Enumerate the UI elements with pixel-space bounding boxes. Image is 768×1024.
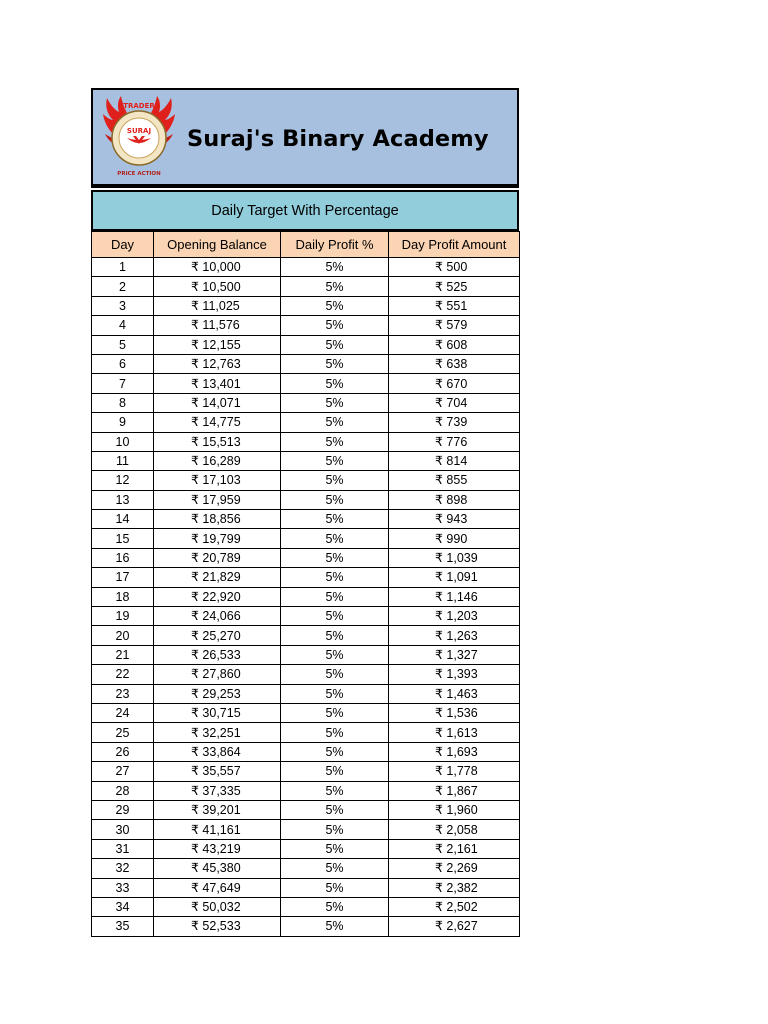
day-profit-amount-cell: ₹ 2,269 bbox=[389, 859, 520, 878]
table-row bbox=[92, 859, 520, 878]
opening-balance-cell: ₹ 11,576 bbox=[154, 316, 281, 335]
table-row bbox=[92, 800, 520, 819]
academy-logo-icon bbox=[97, 92, 181, 184]
day-profit-amount-cell: ₹ 638 bbox=[389, 354, 520, 373]
daily-profit-percent-cell: 5% bbox=[281, 413, 389, 432]
day-cell: 5 bbox=[92, 335, 154, 354]
day-cell: 2 bbox=[92, 277, 154, 296]
day-profit-amount-cell: ₹ 500 bbox=[389, 258, 520, 277]
daily-profit-percent-cell: 5% bbox=[281, 820, 389, 839]
day-profit-amount-cell: ₹ 2,627 bbox=[389, 917, 520, 936]
opening-balance-cell: ₹ 12,763 bbox=[154, 354, 281, 373]
opening-balance-cell: ₹ 32,251 bbox=[154, 723, 281, 742]
day-cell: 29 bbox=[92, 800, 154, 819]
day-profit-amount-cell: ₹ 1,146 bbox=[389, 587, 520, 606]
table-row bbox=[92, 762, 520, 781]
table-row bbox=[92, 839, 520, 858]
daily-profit-percent-cell: 5% bbox=[281, 626, 389, 645]
daily-profit-percent-cell: 5% bbox=[281, 374, 389, 393]
day-cell: 1 bbox=[92, 258, 154, 277]
opening-balance-cell: ₹ 12,155 bbox=[154, 335, 281, 354]
daily-profit-percent-cell: 5% bbox=[281, 665, 389, 684]
column-header-opening-balance: Opening Balance bbox=[154, 232, 281, 258]
table-body bbox=[92, 258, 520, 937]
day-cell: 6 bbox=[92, 354, 154, 373]
header-row bbox=[92, 232, 520, 258]
opening-balance-cell: ₹ 37,335 bbox=[154, 781, 281, 800]
logo-bottom-text: PRICE ACTION bbox=[117, 171, 161, 177]
day-cell: 19 bbox=[92, 607, 154, 626]
opening-balance-cell: ₹ 14,775 bbox=[154, 413, 281, 432]
day-cell: 25 bbox=[92, 723, 154, 742]
daily-profit-percent-cell: 5% bbox=[281, 568, 389, 587]
day-profit-amount-cell: ₹ 704 bbox=[389, 393, 520, 412]
daily-profit-percent-cell: 5% bbox=[281, 471, 389, 490]
day-profit-amount-cell: ₹ 2,382 bbox=[389, 878, 520, 897]
day-profit-amount-cell: ₹ 1,867 bbox=[389, 781, 520, 800]
day-cell: 26 bbox=[92, 742, 154, 761]
day-cell: 4 bbox=[92, 316, 154, 335]
daily-profit-percent-cell: 5% bbox=[281, 316, 389, 335]
day-profit-amount-cell: ₹ 670 bbox=[389, 374, 520, 393]
table-row bbox=[92, 626, 520, 645]
day-cell: 28 bbox=[92, 781, 154, 800]
day-profit-amount-cell: ₹ 1,463 bbox=[389, 684, 520, 703]
day-profit-amount-cell: ₹ 1,693 bbox=[389, 742, 520, 761]
day-cell: 17 bbox=[92, 568, 154, 587]
daily-profit-percent-cell: 5% bbox=[281, 548, 389, 567]
table-row bbox=[92, 393, 520, 412]
daily-profit-percent-cell: 5% bbox=[281, 703, 389, 722]
table-row bbox=[92, 258, 520, 277]
day-cell: 15 bbox=[92, 529, 154, 548]
day-cell: 11 bbox=[92, 451, 154, 470]
day-profit-amount-cell: ₹ 898 bbox=[389, 490, 520, 509]
logo-center-text: SURAJ bbox=[126, 127, 152, 135]
table-row bbox=[92, 296, 520, 315]
daily-profit-percent-cell: 5% bbox=[281, 917, 389, 936]
day-cell: 3 bbox=[92, 296, 154, 315]
opening-balance-cell: ₹ 18,856 bbox=[154, 510, 281, 529]
table-row bbox=[92, 432, 520, 451]
day-cell: 23 bbox=[92, 684, 154, 703]
day-profit-amount-cell: ₹ 2,058 bbox=[389, 820, 520, 839]
table-row bbox=[92, 510, 520, 529]
day-profit-amount-cell: ₹ 2,161 bbox=[389, 839, 520, 858]
day-profit-amount-cell: ₹ 1,778 bbox=[389, 762, 520, 781]
table-row bbox=[92, 665, 520, 684]
opening-balance-cell: ₹ 26,533 bbox=[154, 645, 281, 664]
table-row bbox=[92, 897, 520, 916]
daily-profit-percent-cell: 5% bbox=[281, 781, 389, 800]
opening-balance-cell: ₹ 27,860 bbox=[154, 665, 281, 684]
day-profit-amount-cell: ₹ 776 bbox=[389, 432, 520, 451]
daily-profit-percent-cell: 5% bbox=[281, 723, 389, 742]
spreadsheet-page bbox=[91, 88, 519, 937]
day-cell: 21 bbox=[92, 645, 154, 664]
day-profit-amount-cell: ₹ 1,203 bbox=[389, 607, 520, 626]
daily-profit-percent-cell: 5% bbox=[281, 859, 389, 878]
opening-balance-cell: ₹ 29,253 bbox=[154, 684, 281, 703]
table-row bbox=[92, 548, 520, 567]
day-profit-amount-cell: ₹ 1,960 bbox=[389, 800, 520, 819]
opening-balance-cell: ₹ 45,380 bbox=[154, 859, 281, 878]
day-cell: 30 bbox=[92, 820, 154, 839]
table-row bbox=[92, 878, 520, 897]
table-row bbox=[92, 529, 520, 548]
opening-balance-cell: ₹ 21,829 bbox=[154, 568, 281, 587]
opening-balance-cell: ₹ 33,864 bbox=[154, 742, 281, 761]
opening-balance-cell: ₹ 41,161 bbox=[154, 820, 281, 839]
day-profit-amount-cell: ₹ 551 bbox=[389, 296, 520, 315]
daily-profit-percent-cell: 5% bbox=[281, 529, 389, 548]
day-cell: 31 bbox=[92, 839, 154, 858]
table-row bbox=[92, 568, 520, 587]
daily-profit-percent-cell: 5% bbox=[281, 878, 389, 897]
daily-profit-percent-cell: 5% bbox=[281, 258, 389, 277]
opening-balance-cell: ₹ 52,533 bbox=[154, 917, 281, 936]
opening-balance-cell: ₹ 16,289 bbox=[154, 451, 281, 470]
opening-balance-cell: ₹ 11,025 bbox=[154, 296, 281, 315]
daily-target-table bbox=[91, 231, 520, 937]
day-profit-amount-cell: ₹ 1,039 bbox=[389, 548, 520, 567]
opening-balance-cell: ₹ 24,066 bbox=[154, 607, 281, 626]
day-cell: 20 bbox=[92, 626, 154, 645]
day-cell: 9 bbox=[92, 413, 154, 432]
day-profit-amount-cell: ₹ 1,536 bbox=[389, 703, 520, 722]
day-cell: 24 bbox=[92, 703, 154, 722]
daily-profit-percent-cell: 5% bbox=[281, 490, 389, 509]
day-cell: 32 bbox=[92, 859, 154, 878]
day-cell: 10 bbox=[92, 432, 154, 451]
opening-balance-cell: ₹ 17,959 bbox=[154, 490, 281, 509]
opening-balance-cell: ₹ 14,071 bbox=[154, 393, 281, 412]
day-profit-amount-cell: ₹ 943 bbox=[389, 510, 520, 529]
table-row bbox=[92, 917, 520, 936]
opening-balance-cell: ₹ 39,201 bbox=[154, 800, 281, 819]
daily-profit-percent-cell: 5% bbox=[281, 510, 389, 529]
opening-balance-cell: ₹ 17,103 bbox=[154, 471, 281, 490]
daily-profit-percent-cell: 5% bbox=[281, 296, 389, 315]
day-profit-amount-cell: ₹ 608 bbox=[389, 335, 520, 354]
daily-profit-percent-cell: 5% bbox=[281, 354, 389, 373]
opening-balance-cell: ₹ 13,401 bbox=[154, 374, 281, 393]
opening-balance-cell: ₹ 10,500 bbox=[154, 277, 281, 296]
opening-balance-cell: ₹ 25,270 bbox=[154, 626, 281, 645]
academy-title: Suraj's Binary Academy bbox=[187, 126, 489, 152]
day-profit-amount-cell: ₹ 1,393 bbox=[389, 665, 520, 684]
table-row bbox=[92, 742, 520, 761]
daily-profit-percent-cell: 5% bbox=[281, 451, 389, 470]
table-row bbox=[92, 374, 520, 393]
table-row bbox=[92, 277, 520, 296]
opening-balance-cell: ₹ 47,649 bbox=[154, 878, 281, 897]
day-cell: 35 bbox=[92, 917, 154, 936]
opening-balance-cell: ₹ 50,032 bbox=[154, 897, 281, 916]
table-row bbox=[92, 684, 520, 703]
table-row bbox=[92, 781, 520, 800]
opening-balance-cell: ₹ 10,000 bbox=[154, 258, 281, 277]
table-row bbox=[92, 335, 520, 354]
table-row bbox=[92, 490, 520, 509]
day-cell: 16 bbox=[92, 548, 154, 567]
day-profit-amount-cell: ₹ 579 bbox=[389, 316, 520, 335]
table-row bbox=[92, 587, 520, 606]
opening-balance-cell: ₹ 15,513 bbox=[154, 432, 281, 451]
daily-profit-percent-cell: 5% bbox=[281, 800, 389, 819]
table-row bbox=[92, 451, 520, 470]
day-cell: 33 bbox=[92, 878, 154, 897]
table-row bbox=[92, 413, 520, 432]
column-header-day-profit-amount: Day Profit Amount bbox=[389, 232, 520, 258]
day-cell: 7 bbox=[92, 374, 154, 393]
daily-profit-percent-cell: 5% bbox=[281, 587, 389, 606]
opening-balance-cell: ₹ 20,789 bbox=[154, 548, 281, 567]
day-profit-amount-cell: ₹ 814 bbox=[389, 451, 520, 470]
day-profit-amount-cell: ₹ 739 bbox=[389, 413, 520, 432]
day-profit-amount-cell: ₹ 855 bbox=[389, 471, 520, 490]
day-profit-amount-cell: ₹ 2,502 bbox=[389, 897, 520, 916]
day-profit-amount-cell: ₹ 1,091 bbox=[389, 568, 520, 587]
table-subtitle: Daily Target With Percentage bbox=[91, 190, 519, 231]
daily-profit-percent-cell: 5% bbox=[281, 762, 389, 781]
daily-profit-percent-cell: 5% bbox=[281, 742, 389, 761]
daily-profit-percent-cell: 5% bbox=[281, 607, 389, 626]
table-row bbox=[92, 723, 520, 742]
daily-profit-percent-cell: 5% bbox=[281, 335, 389, 354]
day-cell: 18 bbox=[92, 587, 154, 606]
opening-balance-cell: ₹ 35,557 bbox=[154, 762, 281, 781]
daily-profit-percent-cell: 5% bbox=[281, 393, 389, 412]
daily-profit-percent-cell: 5% bbox=[281, 277, 389, 296]
logo-top-text: TRADER bbox=[123, 102, 155, 110]
opening-balance-cell: ₹ 22,920 bbox=[154, 587, 281, 606]
day-profit-amount-cell: ₹ 525 bbox=[389, 277, 520, 296]
table-row bbox=[92, 820, 520, 839]
opening-balance-cell: ₹ 19,799 bbox=[154, 529, 281, 548]
daily-profit-percent-cell: 5% bbox=[281, 684, 389, 703]
day-cell: 14 bbox=[92, 510, 154, 529]
opening-balance-cell: ₹ 30,715 bbox=[154, 703, 281, 722]
day-cell: 34 bbox=[92, 897, 154, 916]
daily-profit-percent-cell: 5% bbox=[281, 897, 389, 916]
table-row bbox=[92, 471, 520, 490]
day-cell: 8 bbox=[92, 393, 154, 412]
table-row bbox=[92, 354, 520, 373]
header-banner bbox=[91, 88, 519, 188]
day-cell: 13 bbox=[92, 490, 154, 509]
day-profit-amount-cell: ₹ 1,263 bbox=[389, 626, 520, 645]
opening-balance-cell: ₹ 43,219 bbox=[154, 839, 281, 858]
day-cell: 22 bbox=[92, 665, 154, 684]
day-cell: 12 bbox=[92, 471, 154, 490]
daily-profit-percent-cell: 5% bbox=[281, 839, 389, 858]
day-profit-amount-cell: ₹ 1,613 bbox=[389, 723, 520, 742]
table-row bbox=[92, 607, 520, 626]
day-profit-amount-cell: ₹ 990 bbox=[389, 529, 520, 548]
daily-profit-percent-cell: 5% bbox=[281, 645, 389, 664]
table-row bbox=[92, 703, 520, 722]
column-header-day: Day bbox=[92, 232, 154, 258]
day-profit-amount-cell: ₹ 1,327 bbox=[389, 645, 520, 664]
column-header-daily-profit-percent: Daily Profit % bbox=[281, 232, 389, 258]
daily-profit-percent-cell: 5% bbox=[281, 432, 389, 451]
day-cell: 27 bbox=[92, 762, 154, 781]
table-row bbox=[92, 316, 520, 335]
table-row bbox=[92, 645, 520, 664]
